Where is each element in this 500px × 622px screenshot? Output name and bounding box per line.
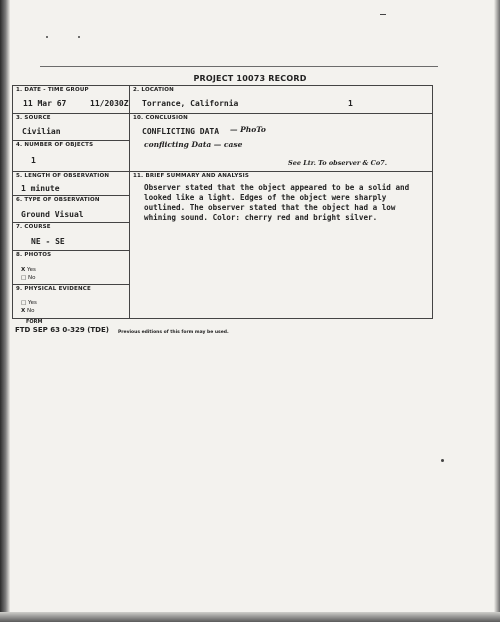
photos-no-option: [21, 275, 35, 281]
header-rule: [40, 66, 438, 67]
location-value: Torrance, California: [142, 99, 239, 108]
conclusion-cell: [130, 114, 432, 172]
physical-evidence-no-mark: X: [21, 308, 26, 314]
conclusion-handwritten-see-letter: See Ltr. To observer & Co7.: [288, 159, 387, 167]
physical-evidence-yes-mark: □: [21, 300, 27, 306]
physical-evidence-no-option: [21, 308, 34, 314]
date-time-group-cell: [13, 86, 129, 114]
source-cell: [13, 114, 129, 141]
course-value: NE - SE: [31, 237, 65, 246]
form-right-column: [130, 86, 432, 318]
brief-summary-text: Observer stated that the object appeared to be a solid and looked like a light. Edges of the object were sharply outlined. The observer stated that the object had a low whining sound. Color: cherry red and bright silver.: [144, 183, 410, 222]
scan-speck: [78, 36, 80, 38]
conclusion-typed-value: CONFLICTING DATA: [142, 127, 220, 136]
photos-yes-label: Yes: [27, 267, 36, 273]
page-edge-shadow-right: [494, 0, 500, 622]
physical-evidence-cell: [13, 285, 129, 318]
scan-speck: [380, 14, 386, 15]
scan-speck: [441, 459, 444, 462]
conclusion-label: 10. CONCLUSION: [133, 115, 188, 121]
photos-no-label: No: [27, 275, 36, 281]
physical-evidence-no-label: No: [27, 308, 35, 314]
course-label: 7. COURSE: [16, 224, 51, 230]
date-value: 11 Mar 67: [23, 99, 67, 108]
source-label: 3. SOURCE: [16, 115, 51, 121]
page-edge-shadow-bottom: [0, 612, 500, 622]
footer-form-code: FTD SEP 63 0-329 (TDE): [15, 326, 109, 334]
record-form: [12, 85, 433, 319]
number-of-objects-label: 4. NUMBER OF OBJECTS: [16, 142, 94, 148]
photos-label: 8. PHOTOS: [16, 252, 52, 258]
form-left-column: [13, 86, 130, 318]
brief-summary-cell: [130, 172, 432, 318]
type-of-observation-value: Ground Visual: [21, 210, 84, 219]
footer-form-label: FORM: [26, 319, 43, 325]
photos-yes-mark: X: [21, 267, 26, 273]
photos-cell: [13, 251, 129, 285]
page-edge-shadow-left: [0, 0, 10, 622]
course-cell: [13, 223, 129, 251]
scan-speck: [46, 36, 48, 38]
physical-evidence-yes-option: [21, 300, 37, 306]
number-of-objects-value: 1: [31, 156, 36, 165]
conclusion-handwritten-conflicting: conflicting Data — case: [144, 140, 243, 149]
photos-yes-option: [21, 267, 36, 273]
physical-evidence-label: 9. PHYSICAL EVIDENCE: [16, 286, 91, 292]
type-of-observation-label: 6. TYPE OF OBSERVATION: [16, 197, 100, 203]
footer-note: Previous editions of this form may be used.: [118, 330, 229, 335]
brief-summary-label: 11. BRIEF SUMMARY AND ANALYSIS: [133, 173, 250, 179]
length-of-observation-cell: [13, 172, 129, 196]
number-of-objects-cell: [13, 141, 129, 172]
length-of-observation-label: 5. LENGTH OF OBSERVATION: [16, 173, 110, 179]
source-value: Civilian: [22, 127, 61, 136]
date-time-group-label: 1. DATE - TIME GROUP: [16, 87, 89, 93]
photos-no-mark: □: [21, 275, 27, 281]
length-of-observation-value: 1 minute: [21, 184, 60, 193]
form-title: PROJECT 10073 RECORD: [193, 74, 307, 83]
time-value: 11/2030Z: [90, 99, 129, 108]
location-label: 2. LOCATION: [133, 87, 174, 93]
type-of-observation-cell: [13, 196, 129, 223]
location-cell: [130, 86, 432, 114]
conclusion-handwritten-photo: — PhoTo: [230, 125, 266, 134]
location-number: 1: [348, 99, 353, 108]
physical-evidence-yes-label: Yes: [27, 300, 37, 306]
